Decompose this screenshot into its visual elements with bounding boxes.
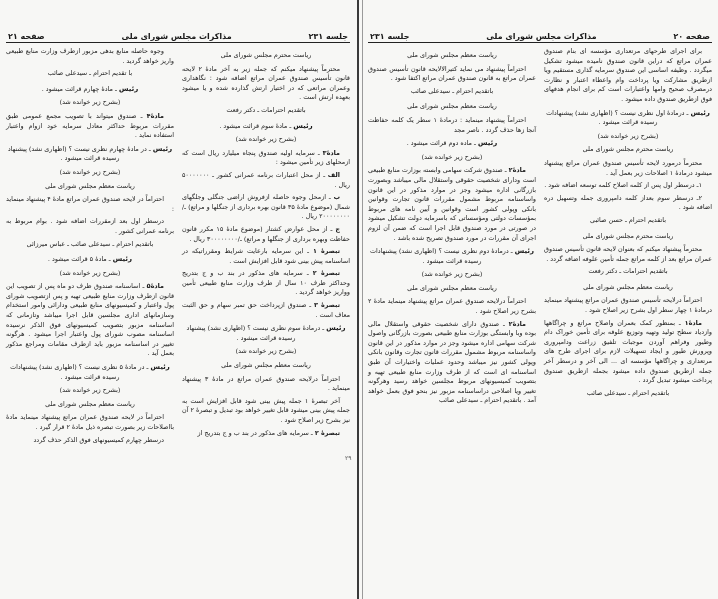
centered-line: ریاست معظم مجلس شورای ملی [407, 51, 497, 59]
label: مادهٔ۱ [684, 318, 702, 327]
centered-line: ریاست معظم مجلس شورای ملی [583, 282, 673, 291]
text: ـ در مادهٔ ۵ نظری نیست ؟ (اظهاری نشد) پیشنهادات رسیده قرائت میشود . [10, 363, 151, 381]
centered-line: ریاست محترم مجلس شورای ملی [582, 231, 674, 240]
label: رئیس [118, 84, 139, 93]
speaker-line [182, 324, 350, 343]
text: ـ از محل عوارض کشتار (موضوع مادهٔ ۱۵ مکرر قانون حفاظت وبهره برداری از جنگلها و مراتع) ـ/۳۰۰۰۰۰۰۰۰ ریال . [182, 224, 350, 243]
centered-line: (بشرح زیر خوانده شد) [235, 135, 297, 144]
centered-line: ریاست معظم مجلس شورای ملی [221, 361, 311, 370]
signature-line: باتقدیم احترامات ـ دکتر رفعت [588, 267, 668, 276]
text: ـ صندوق دارای شخصیت حقوقی واستقلال مالی بوده وبا وابستگی بوزارت منابع طبیعی بصورت بازرگانی واصول شرکت سهامی اداره میشود وجز در موارد مذکور در این قانون واساسنامه مربوط مشمول مقررات قانون تجارت وقانون بانکی وپولی کشور نیز میباشد وحدود عملیات واختیارات آن طبق اساسنامه ای است که از طرف وزارت منابع طبیعی تهیه و بتصویب کمیسیونهای مربوط مجلسین خواهد رسید وهرگونه تغییر ویا اصلاحی دراساسنامه مزبور نیز بنحو فوق بعمل خواهد آمد . باتقدیم احترام ـ سیدعلی صائب [368, 319, 536, 405]
centered-line: (بشرح زیر خوانده شد) [421, 270, 483, 279]
text: ـ درمادهٔ دوم نظری نیست ؟ (اظهاری نشد) پیشنهادات رسیده قرائت میشود . [369, 247, 515, 265]
paragraph: احتراماً پیشنهاد می نماید کتیرالالایحه قانون تأسیس صندوق عمران مراتع به قانون صندوق عمران مراتع اکتفا شود . [368, 64, 536, 83]
page-gutter [357, 0, 359, 599]
label: رئیس [112, 255, 133, 264]
text: ـ صندوق شرکت سهامی وابسته بوزارت منابع طبیعی است ودارای شخصیت حقوقی واستقلال مالی میباشد وبصورت بازرگانی اداره میشود وجز در موارد مذکور در این قانون واساسنامه مربوط مشمول مقررات قانون تجارت وقوانین بانکی وپولی کشور است وقوانین و آیین نامه های مربوط بمؤسسات دولتی ومؤسساتی که باسرمایه دولت تشکیل میشود در صورتی در مورد صندوق قابل اجرا است که ضمن آن لزوم اجرای آن مقررات در مورد صندوق تصریح شده باشد . [368, 166, 536, 242]
page-number: صفحه ۲۰ [673, 32, 710, 41]
text: ـ درمادهٔ اول نظری نیست ؟ (اظهاری نشد) پیشنهادات رسیده قرائت میشود . [546, 108, 691, 127]
text: ـ این سرمایه بارعایت شرایط ومقرراتیکه در اساسنامه پیش بینی شود قابل افزایش است . [182, 247, 350, 265]
label: مادهٔ۲ [508, 166, 526, 175]
text: ـ مادهٔ چهارم قرائت میشود . [41, 84, 119, 93]
centered-line: ریاست معظم مجلس شورای ملی [45, 399, 135, 408]
centered-line: (بشرح زیر خوانده شد) [59, 98, 121, 107]
column-right [182, 47, 350, 448]
running-head-left [6, 28, 350, 43]
speaker-line [6, 145, 174, 164]
running-title: مذاکرات مجلس شورای ملی [121, 32, 232, 41]
centered-line: (بشرح زیر خوانده شد) [59, 167, 121, 176]
paragraph: احتراماً در لایحه صندوق عمران مراتع پیشنهاد مینماید مادهٔ بااصلاحات زیر بصورت تبصره ذیل مادهٔ ۲ قرار گیرد . [6, 413, 174, 431]
text: ـ بمنظور کمک بعمران واصلاح مراتع و چراگاهها وازدیاد سطح تولید وتهیه وتوزیع علوفه برای تأمین خوراک دام وطیور وفراهم آوردن موجبات تلفیق زراعت ودامپروری وپرورش طیور و ایجاد تسهیلات لازم برای اجرای طرح های مرتعداری و چراگاهها مؤسسه ای ... الی آخر و درسطر آخر جمله ازطریق صندوق داده میشود بجمله ازطریق صندوق پرداخت میشود تبدیل گردد . [544, 318, 712, 385]
paragraph: درسطر اول بعد ازمقررات اضافه شود . بوام مربوط به برنامه عمرانی کشور . [6, 217, 174, 235]
text: ـ در مادهٔ چهارم نظری نیست ؟ (اظهاری نشد) پیشنهاد رسیده قرائت میشود . [7, 144, 153, 163]
page-number: صفحه ۲۱ [8, 32, 45, 41]
article-paragraph [182, 149, 350, 168]
session-label: جلسه ۲۳۱ [308, 32, 348, 41]
label: مادهٔ۴ [146, 111, 164, 120]
clause-item [182, 225, 350, 244]
centered-line: ریاست معظم مجلس شورای ملی [407, 102, 497, 111]
centered-line: ریاست محترم مجلس شورای ملی [582, 145, 674, 154]
label: رئیس [152, 144, 173, 153]
centered-line: (بشرح زیر خوانده شد) [421, 152, 483, 161]
running-head-right [368, 28, 712, 43]
page-21 [0, 0, 358, 599]
label: مادهٔ۵ [146, 282, 164, 291]
label: رئیس [293, 121, 313, 130]
text: ـ سرمایه اولیه صندوق پنجاه میلیارد ریال است که ازمحلهای زیر تأمین میشود : [182, 148, 350, 167]
article-paragraph [368, 320, 536, 406]
text: ـ سرمایه های مذکور در بند ب و ج بتدریج وحداکثر ظرف ۱۰ سال از طرف وزارت منابع طبیعی تأمین وواریز خواهد گردید . [182, 269, 350, 297]
signature-line: باتقدیم احترامات ـ دکتر رفعت [226, 105, 306, 114]
page-20 [358, 0, 718, 599]
label: مادهٔ۳ [322, 148, 340, 157]
article-paragraph [6, 112, 174, 141]
label: تبصرهٔ ۱ [312, 247, 340, 256]
paragraph: احتراماً درلایحه صندوق عمران مراتع پیشنهاد مینماید مادهٔ ۲ بشرح زیر اصلاح شود . [368, 297, 536, 316]
text: ـ سرمایه های مذکور در بند ب و ج بتدریج از [197, 428, 315, 437]
speaker-line [368, 139, 536, 149]
page-gutter-shadow [362, 0, 363, 599]
label: مادهٔ۲ [508, 319, 526, 328]
centered-line: ریاست معظم مجلس شورای ملی [45, 181, 135, 190]
paragraph: احتراماً درلایحه صندوق عمران مراتع در مادهٔ ۳ پیشنهاد مینماید . [182, 374, 350, 393]
text: ـ مادهٔ سوم قرائت میشود . [219, 121, 294, 130]
session-label: جلسه ۲۳۱ [370, 32, 410, 41]
label: تبصرهٔ ۳ [313, 301, 340, 310]
label: رئیس [514, 247, 535, 256]
paragraph: محترماً پیشنهاد میکنم که جمله زیر به آخر مادهٔ ۲ لایحه قانون تأسیس صندوق عمران مراتع اضافه شود : نگاهداری وعمران مراتعی که در اختیار ارتش گذارده شده و یا میشود بعهده ارتش است . [182, 64, 350, 102]
clause-item [182, 301, 350, 320]
paragraph: احتراماً پیشنهاد مینماید : درمادهٔ ۱ سطر یک کلمه حفاظت آنجا زها حذف گردد . ناصر مجد [368, 115, 536, 134]
article-paragraph [368, 166, 536, 243]
text: ـ درمادهٔ سوم نظری نیست ؟ (اظهاری نشد) پیشنهاد رسیده قرائت میشود . [186, 324, 327, 342]
clause-item [182, 269, 350, 298]
paragraph: ۲ـ درسطر سوم بعداز کلمه دامپروری جمله وتسهیل دره اضافه شود . [544, 193, 712, 212]
speaker-line [182, 122, 350, 132]
label: رئیس [477, 139, 498, 148]
speaker-line [368, 247, 536, 266]
speaker-line [544, 109, 712, 128]
paragraph: وجوه حاصله منابع بدهی مزبور ازطرف وزارت منابع طبیعی واریز خواهد گردید . [6, 47, 174, 65]
label: ب [333, 193, 340, 202]
label: ج [335, 224, 340, 233]
centered-line: (بشرح زیر خوانده شد) [597, 131, 659, 140]
signature-line: با تقدیم احترام ـ سیدعلی صائب [47, 69, 133, 78]
signature-line: باتقدیم احترام ـ حسن صائبی [590, 215, 666, 224]
text: ـ صندوق ازپرداخت حق تمبر سهام و حق الثبت معاف است . [182, 301, 350, 319]
column-left [368, 47, 536, 409]
article-paragraph [544, 319, 712, 386]
paragraph: محترماً پیشنهاد میکنم که بعنوان لایحه قانون تأسیس صندوق عمران مراتع بعد از کلمه مراتع جمله تأمین علوفه اضافه گردد . [544, 245, 712, 263]
label: تبصرهٔ ۲ [312, 269, 340, 278]
text: ـ ازمحل وجوه حاصله ازفروش اراضی جنگلی وجلگهای شمال (موضوع مادهٔ ۳۵ قانون بهره برداری از جنگلها و مراتع) ـ/۲۰۰۰۰۰۰۰۰ ریال . [182, 193, 350, 221]
speaker-line [6, 255, 174, 265]
centered-line: ریاست معظم مجلس شورای ملی [407, 283, 497, 292]
text: ـ ماده دوم قرائت میشود . [406, 139, 478, 148]
article-paragraph [6, 282, 174, 359]
text: ـ مادهٔ ۵ قرائت میشود . [47, 255, 113, 264]
column-left [6, 47, 174, 448]
text: ـ از محل اعتبارات برنامه عمرانی کشور ـ ۵۰۰۰۰۰۰۰ ریال . [182, 170, 350, 189]
speaker-line [6, 85, 174, 95]
signature-line: باتقدیم احترام ـ سیدعلی صائب [410, 86, 494, 95]
paragraph: درسطر چهارم کمیسیونهای فوق الذکر حذف گردد [33, 435, 164, 444]
label: رئیس [326, 324, 346, 333]
clause-item [182, 171, 350, 190]
signature-line: باتقدیم احترام ـ سیدعلی صائب ـ عباس میرزائی [26, 239, 154, 248]
running-title: مذاکرات مجلس شورای ملی [486, 32, 597, 41]
centered-line: (بشرح زیر خوانده شد) [59, 268, 121, 277]
paragraph: ۱ـ درسطر اول پس از کلمه اصلاح کلمه توسعه اضافه شود . [544, 181, 702, 190]
label: الف [327, 170, 340, 179]
centered-line: (بشرح زیر خوانده شد) [59, 386, 121, 395]
signature-line: باتقدیم احترام ـ سیدعلی صائب [586, 388, 670, 397]
clause-item [182, 193, 350, 222]
paragraph: احتراماً درلایحه تأسیس صندوق عمران مراتع پیشنهاد مینماید درمادهٔ ۱ چهار سطر اول بشرح زیر اصلاح شود . [544, 296, 712, 315]
text: ـ اساسنامه صندوق ظرف دو ماه پس از تصویب این قانون ازطرف وزارت منابع طبیعی تهیه و پس ازتصویب شورای پول واعتبار و کمیسیونهای منابع طبیعی ودارائی وامور استخدام وسازمانهای اداری مجلسین قابل اجرا میباشد وتازمانی که اساسنامه مزبور بتصویب کمیسیونهای فوق الذکر نرسیده اساسنامه مصوب شورای پول واعتبار اجرا میشود . هرگونه تغییر در اساسنامه مزبور باید ازطرف مقامات ومراجع مذکور بعمل آید . [6, 282, 174, 358]
label: رئیس [690, 108, 710, 117]
column-right [544, 47, 712, 409]
speaker-line [6, 363, 174, 382]
paragraph: محترماً درمورد لایحه تأسیس صندوق عمران مراتع پیشنهاد میشود درمادهٔ ۱ اصلاحات زیر بعمل آید . [544, 158, 712, 177]
paragraph: احتراماً در لایحه صندوق عمران مراتع مادهٔ ۴ پیشنهاد مینماید : [6, 195, 174, 213]
label: تبصرهٔ ۲ [314, 428, 340, 437]
margin-note: ۲۹ [345, 455, 352, 462]
clause-item [182, 429, 350, 439]
centered-line: ریاست محترم مجلس شورای ملی [220, 51, 312, 59]
clause-item [182, 247, 350, 266]
text: ـ صندوق میتواند با تصویب مجمع عمومی طبق مقررات مربوط حداکثر معادل سرمایه خود ازوام واعتبار استفاده نماید . [6, 111, 174, 140]
paragraph: آخر تبصرهٔ ۱ جمله پیش بینی شود قابل افزایش است به جمله پیش بینی میشود قابل تغییر خواهد بود تبدیل و تبصرهٔ ۲ آن نیز بشرح زیر اصلاح شود . [182, 396, 350, 424]
label: رئیس [150, 363, 170, 372]
centered-line: (بشرح زیر خوانده شد) [235, 347, 297, 356]
paragraph: برای اجرای طرحهای مرتعداری مؤسسه ای بنام صندوق عمران مراتع که دراین قانون صندوق نامیده میشود تشکیل میگردد . وظیفه اساسی این صندوق سرمایه گذاری مستقیم ویا ازطریق مشارکت ویا پرداخت وام واعطاء اعتبار و نظارت درمصرف صحیح وامها واعتبارات است کم برای انجام هدفهای فوق ازطریق صندوق داده میشود . [544, 47, 712, 103]
